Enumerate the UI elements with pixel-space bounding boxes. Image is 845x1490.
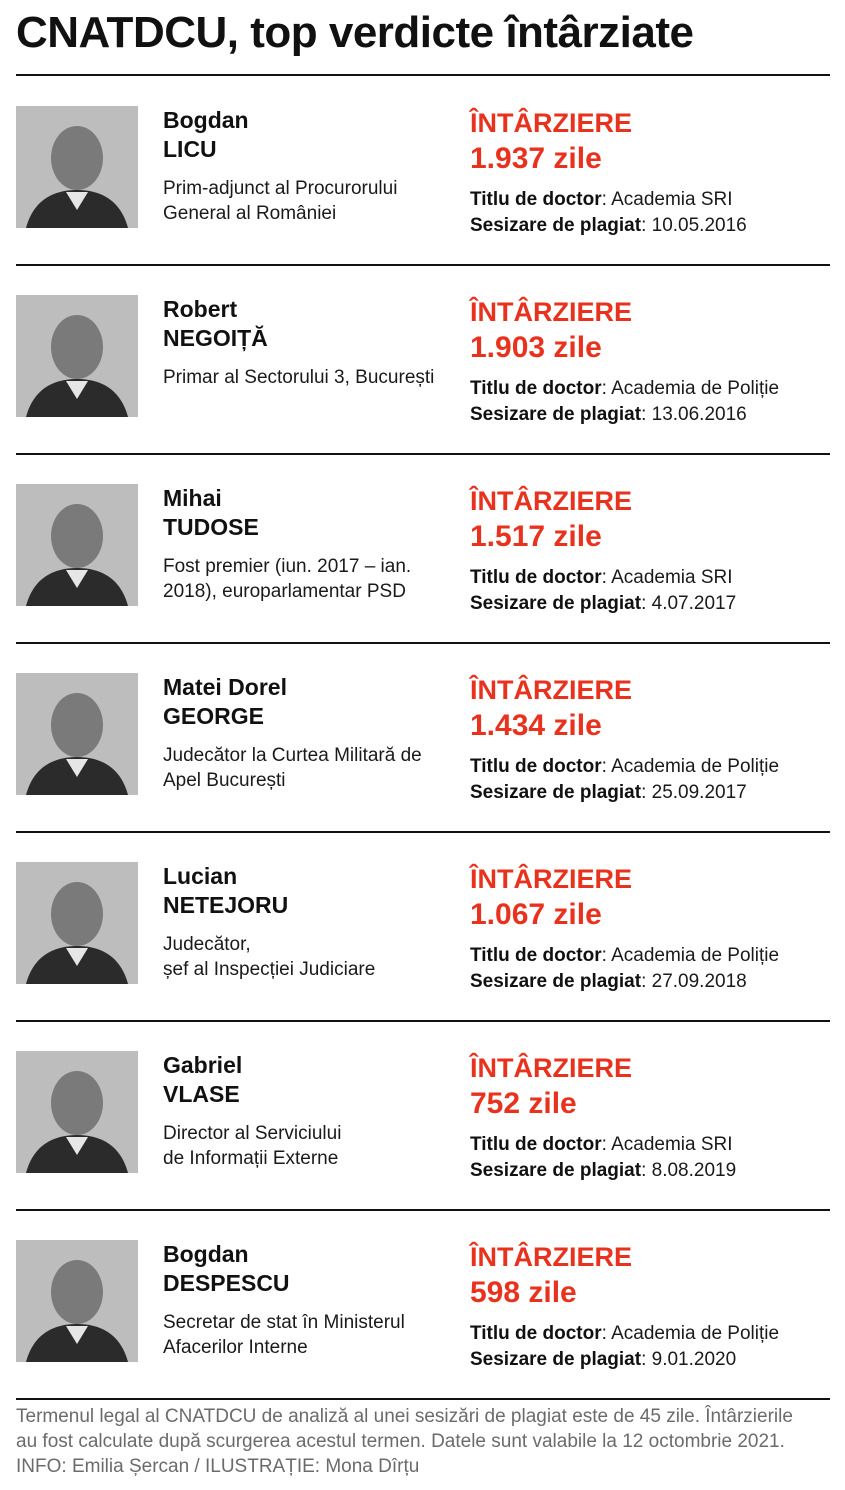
plagiarism-line: [470, 215, 747, 237]
doctor-academy: Academia de Poliție: [611, 756, 780, 777]
plagiarism-separator: :: [641, 971, 652, 992]
person-last-name: NETEJORU: [163, 892, 289, 918]
doctor-title-line: [470, 1134, 733, 1156]
portrait-icon: [16, 295, 138, 417]
doctor-label: Titlu de doctor: [470, 378, 602, 399]
delay-label: ÎNTÂRZIERE: [470, 1242, 632, 1272]
doctor-separator: :: [601, 1323, 612, 1344]
doctor-academy: Academia SRI: [611, 189, 733, 210]
person-role: Judecător la Curtea Militară de Apel București: [163, 745, 422, 791]
person-role: Fost premier (iun. 2017 – ian. 2018), europarlamentar PSD: [163, 556, 412, 602]
plagiarism-line: [470, 1160, 736, 1182]
doctor-title-line: [470, 945, 779, 967]
delay-value: 1.903 zile: [470, 331, 602, 364]
list-item: [0, 75, 845, 264]
person-photo: [16, 295, 138, 417]
person-last-name: DESPESCU: [163, 1270, 290, 1296]
person-first-name: Matei Dorel: [163, 674, 287, 700]
doctor-separator: :: [601, 378, 612, 399]
plagiarism-separator: :: [641, 404, 652, 425]
person-last-name: NEGOIȚĂ: [163, 325, 268, 351]
delay-value: 598 zile: [470, 1276, 577, 1309]
person-first-name: Lucian: [163, 863, 238, 889]
delay-label: ÎNTÂRZIERE: [470, 864, 632, 894]
doctor-title-line: [470, 1323, 779, 1345]
delay-value: 1.517 zile: [470, 520, 602, 553]
person-role: Prim-adjunct al Procurorului General al României: [163, 178, 398, 224]
plagiarism-label: Sesizare de plagiat: [470, 971, 642, 992]
doctor-title-line: [470, 756, 779, 778]
plagiarism-date: 8.08.2019: [651, 1160, 737, 1181]
portrait-icon: [16, 1240, 138, 1362]
doctor-separator: :: [601, 567, 612, 588]
person-first-name: Gabriel: [163, 1052, 243, 1078]
doctor-separator: :: [601, 189, 612, 210]
doctor-title-line: [470, 189, 733, 211]
page-title: CNATDCU, top verdicte întârziate: [16, 8, 694, 57]
person-last-name: VLASE: [163, 1081, 240, 1107]
person-last-name: LICU: [163, 136, 217, 162]
doctor-label: Titlu de doctor: [470, 189, 602, 210]
row-divider: [16, 1398, 830, 1400]
delay-value: 752 zile: [470, 1087, 577, 1120]
plagiarism-date: 9.01.2020: [651, 1349, 737, 1370]
list-item: [0, 642, 845, 831]
doctor-label: Titlu de doctor: [470, 1134, 602, 1155]
portrait-icon: [16, 862, 138, 984]
plagiarism-separator: :: [641, 215, 652, 236]
person-role: Judecător, șef al Inspecției Judiciare: [163, 934, 376, 980]
doctor-academy: Academia de Poliție: [611, 945, 780, 966]
doctor-separator: :: [601, 756, 612, 777]
person-role: Secretar de stat în Ministerul Afacerilor Interne: [163, 1312, 405, 1358]
plagiarism-date: 25.09.2017: [651, 782, 747, 803]
plagiarism-date: 4.07.2017: [651, 593, 737, 614]
doctor-title-line: [470, 567, 733, 589]
doctor-separator: :: [601, 945, 612, 966]
delay-label: ÎNTÂRZIERE: [470, 486, 632, 516]
plagiarism-line: [470, 782, 747, 804]
person-photo: [16, 1051, 138, 1173]
list-item: [0, 264, 845, 453]
plagiarism-date: 13.06.2016: [651, 404, 747, 425]
list-item: [0, 453, 845, 642]
plagiarism-line: [470, 1349, 736, 1371]
person-role: Primar al Sectorului 3, București: [163, 367, 435, 388]
person-last-name: TUDOSE: [163, 514, 259, 540]
plagiarism-date: 10.05.2016: [651, 215, 747, 236]
doctor-academy: Academia de Poliție: [611, 1323, 780, 1344]
person-last-name: GEORGE: [163, 703, 264, 729]
plagiarism-line: [470, 404, 747, 426]
doctor-label: Titlu de doctor: [470, 945, 602, 966]
plagiarism-separator: :: [641, 1349, 652, 1370]
plagiarism-label: Sesizare de plagiat: [470, 1349, 642, 1370]
doctor-academy: Academia SRI: [611, 567, 733, 588]
plagiarism-label: Sesizare de plagiat: [470, 593, 642, 614]
plagiarism-label: Sesizare de plagiat: [470, 404, 642, 425]
plagiarism-separator: :: [641, 782, 652, 803]
person-photo: [16, 1240, 138, 1362]
plagiarism-line: [470, 971, 747, 993]
person-photo: [16, 673, 138, 795]
delay-label: ÎNTÂRZIERE: [470, 297, 632, 327]
person-first-name: Bogdan: [163, 107, 249, 133]
doctor-label: Titlu de doctor: [470, 1323, 602, 1344]
doctor-separator: :: [601, 1134, 612, 1155]
doctor-title-line: [470, 378, 779, 400]
delay-value: 1.937 zile: [470, 142, 602, 175]
portrait-icon: [16, 1051, 138, 1173]
list-item: [0, 831, 845, 1020]
person-first-name: Robert: [163, 296, 238, 322]
delay-value: 1.067 zile: [470, 898, 602, 931]
portrait-icon: [16, 484, 138, 606]
doctor-label: Titlu de doctor: [470, 567, 602, 588]
person-first-name: Bogdan: [163, 1241, 249, 1267]
doctor-academy: Academia SRI: [611, 1134, 733, 1155]
person-role: Director al Serviciului de Informații Externe: [163, 1123, 342, 1169]
delay-label: ÎNTÂRZIERE: [470, 675, 632, 705]
doctor-label: Titlu de doctor: [470, 756, 602, 777]
plagiarism-label: Sesizare de plagiat: [470, 782, 642, 803]
portrait-icon: [16, 673, 138, 795]
doctor-academy: Academia de Poliție: [611, 378, 780, 399]
portrait-icon: [16, 106, 138, 228]
plagiarism-separator: :: [641, 593, 652, 614]
person-photo: [16, 106, 138, 228]
person-photo: [16, 862, 138, 984]
plagiarism-label: Sesizare de plagiat: [470, 215, 642, 236]
plagiarism-date: 27.09.2018: [651, 971, 747, 992]
plagiarism-separator: :: [641, 1160, 652, 1181]
list-item: [0, 1209, 845, 1398]
footer-note: Termenul legal al CNATDCU de analiză al unei sesizări de plagiat este de 45 zile. Întârzierile au fost calculate după scurgerea acestul termen. Datele sunt valabile la 12 octombrie 2021. INFO: Emilia Șercan / ILUSTRAȚIE: Mona Dîrțu: [16, 1406, 793, 1477]
delay-label: ÎNTÂRZIERE: [470, 108, 632, 138]
delay-label: ÎNTÂRZIERE: [470, 1053, 632, 1083]
person-photo: [16, 484, 138, 606]
person-first-name: Mihai: [163, 485, 222, 511]
plagiarism-line: [470, 593, 736, 615]
plagiarism-label: Sesizare de plagiat: [470, 1160, 642, 1181]
delay-value: 1.434 zile: [470, 709, 602, 742]
list-item: [0, 1020, 845, 1209]
